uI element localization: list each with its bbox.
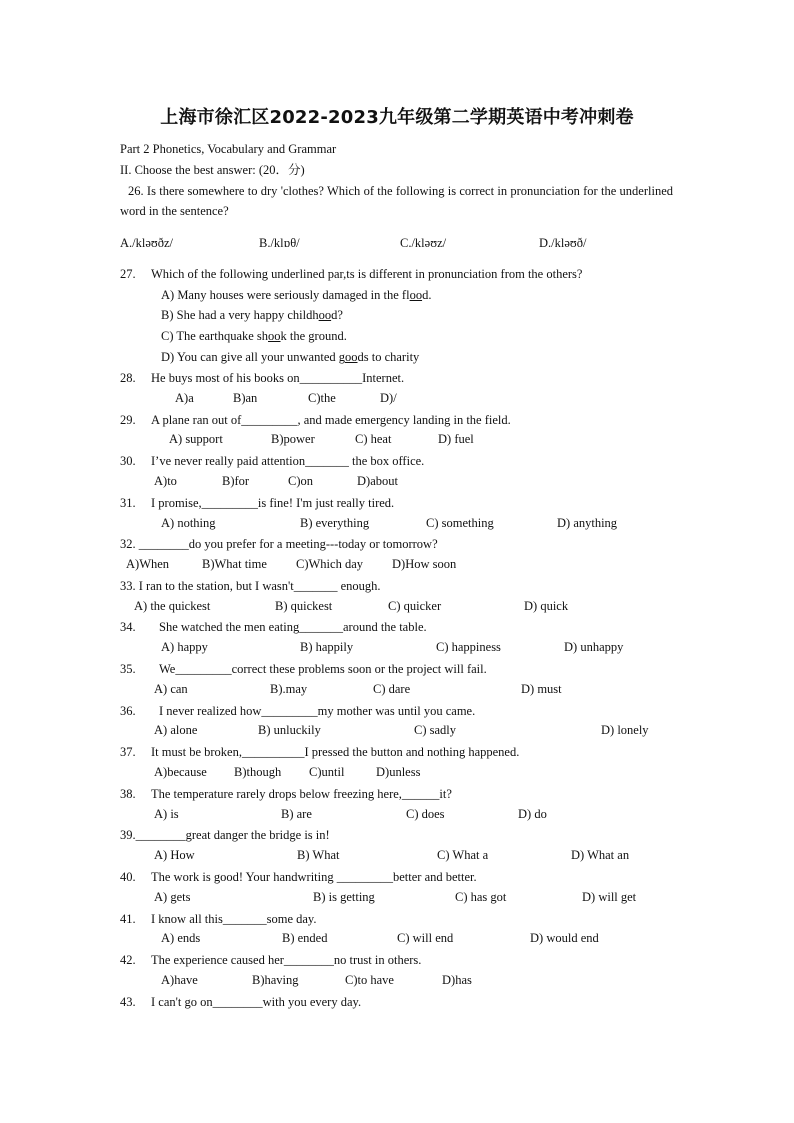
option-c: C) does bbox=[406, 807, 445, 821]
question-number: 27. bbox=[120, 267, 136, 281]
question-35-options bbox=[0, 682, 794, 700]
option-b: B) What bbox=[297, 848, 340, 862]
question-30 bbox=[120, 453, 424, 469]
question-27 bbox=[120, 266, 582, 282]
option-c: C) heat bbox=[355, 432, 392, 446]
question-39: 39.________great danger the bridge is in! bbox=[120, 828, 330, 842]
question-number: 43. bbox=[120, 995, 136, 1009]
question-text: She watched the men eating_______around the table. bbox=[159, 620, 427, 634]
question-33: 33. I ran to the station, but I wasn't_______ enough. bbox=[120, 579, 381, 593]
question-text: I’ve never really paid attention_______ the box office. bbox=[151, 454, 425, 468]
option-b: B)having bbox=[252, 973, 299, 987]
question-number: 34. bbox=[120, 620, 136, 634]
option-a: A) How bbox=[154, 848, 195, 862]
question-38-options bbox=[0, 807, 794, 825]
option-d: D) lonely bbox=[601, 723, 649, 737]
option-c: C) quicker bbox=[388, 599, 442, 613]
question-37-options bbox=[0, 765, 794, 783]
underlined-letters: oo bbox=[345, 350, 358, 364]
option-c: C) What a bbox=[437, 848, 489, 862]
question-number: 37. bbox=[120, 745, 136, 759]
option-b: B./klɒθ/ bbox=[259, 236, 300, 250]
option-b: B) quickest bbox=[275, 599, 333, 613]
question-36 bbox=[120, 703, 475, 719]
option-d: D) will get bbox=[582, 890, 637, 904]
option-c: C)until bbox=[309, 765, 345, 779]
option-d: D)unless bbox=[376, 765, 421, 779]
option-a: A) happy bbox=[161, 640, 208, 654]
question-text: Which of the following underlined par,ts is different in pronunciation from the others? bbox=[151, 267, 583, 281]
question-30-options bbox=[0, 474, 794, 492]
option-d: D) would end bbox=[530, 931, 599, 945]
option-a: A./kləʊðz/ bbox=[120, 236, 174, 250]
option-d: D./kləʊð/ bbox=[539, 236, 587, 250]
option-a: A) support bbox=[169, 432, 223, 446]
question-29-options bbox=[0, 432, 794, 450]
option-a: A) nothing bbox=[161, 516, 216, 530]
question-43 bbox=[120, 994, 361, 1010]
question-number: 36. bbox=[120, 704, 136, 718]
question-26-text: 26. Is there somewhere to dry 'clothes? Which of the following is correct in pronunciation for the underlined word in the sentence? bbox=[120, 184, 673, 218]
option-c: C)on bbox=[288, 474, 313, 488]
option-b: B)an bbox=[233, 391, 258, 405]
option-c: C) happiness bbox=[436, 640, 501, 654]
question-text: I promise,_________is fine! I'm just really tired. bbox=[151, 496, 395, 510]
question-text: It must be broken,__________I pressed the button and nothing happened. bbox=[151, 745, 520, 759]
question-35 bbox=[120, 661, 487, 677]
underlined-letters: oo bbox=[409, 288, 423, 302]
question-31 bbox=[120, 495, 394, 511]
question-number: 35. bbox=[120, 662, 136, 676]
question-text: I never realized how_________my mother was until you came. bbox=[159, 704, 476, 718]
option-d: D) fuel bbox=[438, 432, 474, 446]
option-b: B) is getting bbox=[313, 890, 375, 904]
option-b: B) everything bbox=[300, 516, 370, 530]
question-number: 42. bbox=[120, 953, 136, 967]
page-title: 上海市徐汇区2022-2023九年级第二学期英语中考冲刺卷 bbox=[160, 107, 634, 128]
question-number: 30. bbox=[120, 454, 136, 468]
option-d: D) must bbox=[521, 682, 562, 696]
option-c: C)Which day bbox=[296, 557, 363, 571]
part-heading: Part 2 Phonetics, Vocabulary and Grammar bbox=[120, 142, 337, 156]
question-40 bbox=[120, 869, 477, 885]
question-text: The work is good! Your handwriting _________better and better. bbox=[151, 870, 477, 884]
question-27-option-b: B) She had a very happy childhood? bbox=[161, 308, 343, 322]
option-a: A) alone bbox=[154, 723, 198, 737]
option-a: A) can bbox=[154, 682, 188, 696]
question-number: 29. bbox=[120, 413, 136, 427]
option-b: B) ended bbox=[282, 931, 328, 945]
question-text: A plane ran out of_________, and made emergency landing in the field. bbox=[151, 413, 511, 427]
question-42 bbox=[120, 952, 421, 968]
question-number: 31. bbox=[120, 496, 136, 510]
question-28 bbox=[120, 370, 404, 386]
option-b: B) happily bbox=[300, 640, 354, 654]
question-text: The experience caused her________no trust in others. bbox=[151, 953, 422, 967]
option-a: A)have bbox=[161, 973, 198, 987]
option-b: B)though bbox=[234, 765, 282, 779]
question-29 bbox=[120, 412, 511, 428]
option-a: A) the quickest bbox=[134, 599, 211, 613]
option-d: D)about bbox=[357, 474, 398, 488]
question-27-option-c: C) The earthquake shook the ground. bbox=[161, 329, 347, 343]
option-d: D) quick bbox=[524, 599, 569, 613]
option-d: D)has bbox=[442, 973, 472, 987]
option-c: C) dare bbox=[373, 682, 411, 696]
underlined-letters: oo bbox=[268, 329, 281, 343]
section-heading: II. Choose the best answer: (20．分) bbox=[120, 163, 305, 177]
option-b: B) unluckily bbox=[258, 723, 321, 737]
option-d: D) anything bbox=[557, 516, 618, 530]
question-33-options bbox=[0, 599, 794, 617]
option-b: B)power bbox=[271, 432, 315, 446]
question-40-options bbox=[0, 890, 794, 908]
question-31-options bbox=[0, 516, 794, 534]
question-27-option-d: D) You can give all your unwanted goods to charity bbox=[161, 350, 420, 364]
option-a: A)to bbox=[154, 474, 177, 488]
question-32: 32. ________do you prefer for a meeting---today or tomorrow? bbox=[120, 537, 438, 551]
question-number: 28. bbox=[120, 371, 136, 385]
option-a: A) gets bbox=[154, 890, 191, 904]
option-c: C)the bbox=[308, 391, 336, 405]
option-a: A) is bbox=[154, 807, 179, 821]
option-c: C) has got bbox=[455, 890, 507, 904]
question-26-options bbox=[0, 236, 794, 254]
question-text: We_________correct these problems soon or the project will fail. bbox=[159, 662, 487, 676]
question-number: 40. bbox=[120, 870, 136, 884]
question-text: I know all this_______some day. bbox=[151, 912, 317, 926]
question-text: The temperature rarely drops below freezing here,______it? bbox=[151, 787, 452, 801]
question-27-option-a: A) Many houses were seriously damaged in the flood. bbox=[161, 288, 432, 302]
question-number: 38. bbox=[120, 787, 136, 801]
question-number: 41. bbox=[120, 912, 136, 926]
question-36-options bbox=[0, 723, 794, 741]
option-d: D)/ bbox=[380, 391, 397, 405]
option-d: D) unhappy bbox=[564, 640, 624, 654]
option-d: D) do bbox=[518, 807, 547, 821]
option-c: C)to have bbox=[345, 973, 394, 987]
question-32-options bbox=[0, 557, 794, 575]
option-a: A) ends bbox=[161, 931, 201, 945]
option-b: B) are bbox=[281, 807, 312, 821]
option-d: D)How soon bbox=[392, 557, 457, 571]
option-a: A)because bbox=[154, 765, 207, 779]
question-37 bbox=[120, 744, 519, 760]
option-c: C) something bbox=[426, 516, 494, 530]
option-c: C) sadly bbox=[414, 723, 457, 737]
option-b: B)for bbox=[222, 474, 250, 488]
question-34-options bbox=[0, 640, 794, 658]
option-b: B).may bbox=[270, 682, 308, 696]
question-42-options bbox=[0, 973, 794, 991]
question-39-options bbox=[0, 848, 794, 866]
question-34 bbox=[120, 619, 427, 635]
question-28-options bbox=[0, 391, 794, 409]
option-c: C) will end bbox=[397, 931, 454, 945]
underlined-letters: oo bbox=[318, 308, 332, 322]
question-41-options bbox=[0, 931, 794, 949]
question-38 bbox=[120, 786, 452, 802]
option-d: D) What an bbox=[571, 848, 630, 862]
question-41 bbox=[120, 911, 317, 927]
option-a: A)a bbox=[175, 391, 194, 405]
question-text: He buys most of his books on__________Internet. bbox=[151, 371, 405, 385]
question-text: I can't go on________with you every day. bbox=[151, 995, 362, 1009]
option-b: B)What time bbox=[202, 557, 267, 571]
option-c: C./kləʊz/ bbox=[400, 236, 447, 250]
option-a: A)When bbox=[126, 557, 170, 571]
